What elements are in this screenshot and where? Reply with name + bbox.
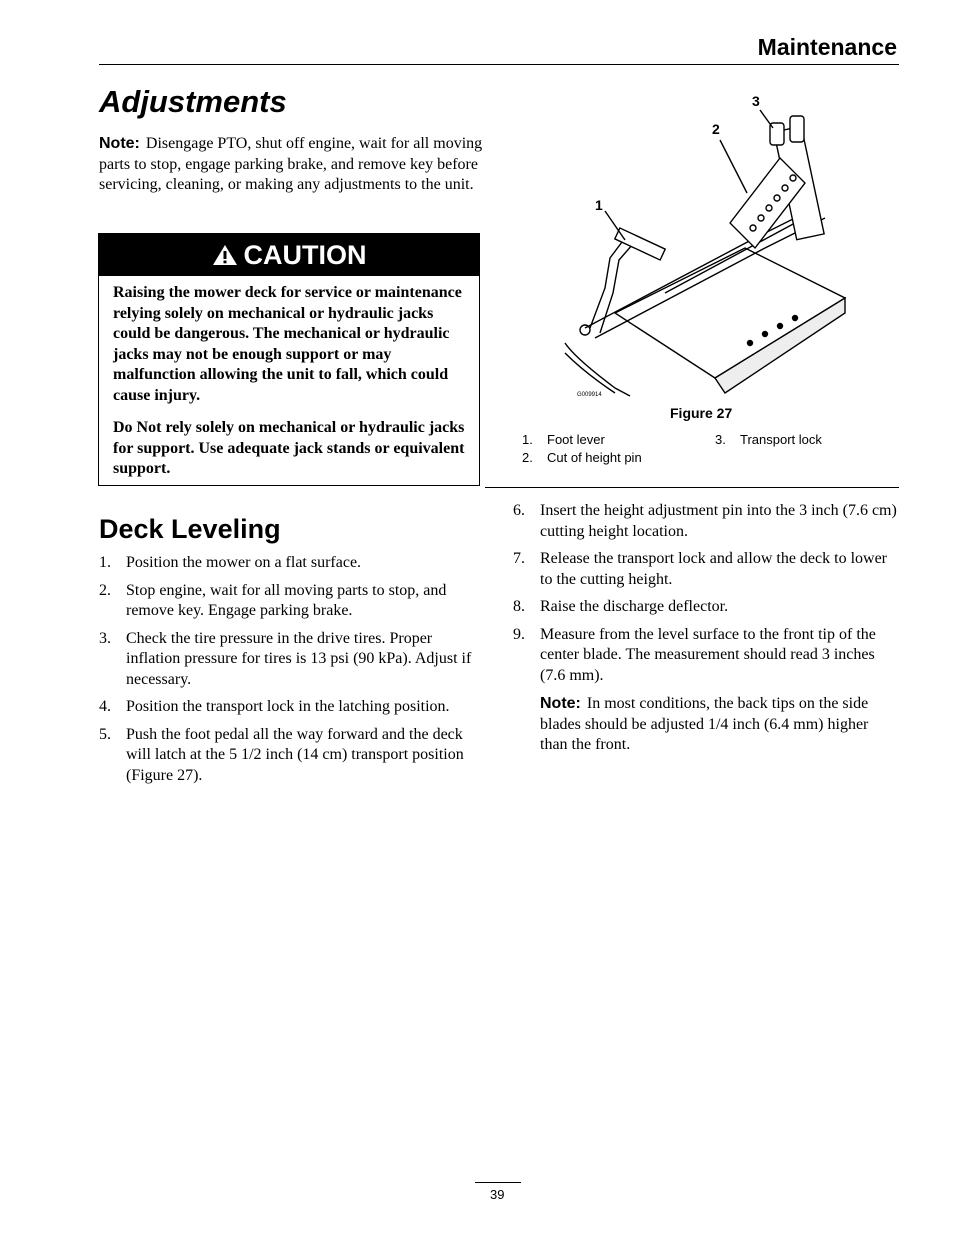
height-pin xyxy=(790,116,804,142)
header-rule xyxy=(99,64,899,65)
step-text: Insert the height adjustment pin into the 3 inch (7.6 cm) cutting height location. xyxy=(540,502,897,540)
figure-caption: Figure 27 xyxy=(670,405,733,421)
steps-list-right xyxy=(513,501,899,756)
figure-image-code: G009914 xyxy=(577,392,602,398)
step-text: Release the transport lock and allow the deck to lower to the cutting height. xyxy=(540,550,887,588)
step-number: 1. xyxy=(99,554,111,571)
step-text: Measure from the level surface to the front tip of the center blade. The measurement should read 3 inches (7.6 mm). xyxy=(540,625,876,684)
step-text: Check the tire pressure in the drive tires. Proper inflation pressure for tires is 13 psi (90 kPa). Adjust if necessary. xyxy=(126,629,472,688)
callout-2: 2 xyxy=(712,121,720,137)
note-label: Note: xyxy=(99,135,140,152)
list-item xyxy=(99,581,489,622)
deck-leveling-heading: Deck Leveling xyxy=(99,514,281,544)
caution-title: CAUTION xyxy=(243,239,367,270)
list-item xyxy=(513,549,899,590)
step-number: 6. xyxy=(513,502,525,519)
caution-header xyxy=(99,234,479,276)
caution-body xyxy=(99,276,479,480)
step-number: 9. xyxy=(513,625,525,643)
step-number: 2. xyxy=(99,581,111,599)
legend-text: Transport lock xyxy=(740,432,822,447)
step-number: 7. xyxy=(513,550,525,567)
steps-list-left xyxy=(99,553,489,793)
callout-1: 1 xyxy=(595,197,603,213)
legend-text: Foot lever xyxy=(547,432,605,447)
adjustments-heading: Adjustments xyxy=(99,84,287,119)
step-text: Position the transport lock in the latching position. xyxy=(126,698,450,715)
figure-rule xyxy=(485,487,899,488)
step-text: Raise the discharge deflector. xyxy=(540,598,729,615)
step-number: 4. xyxy=(99,698,111,715)
deck-curve-inner xyxy=(565,353,615,393)
legend-item xyxy=(522,432,605,447)
step-number: 5. xyxy=(99,725,111,743)
legend-item xyxy=(522,450,642,465)
step-number: 3. xyxy=(99,629,111,647)
step-text: Push the foot pedal all the way forward and the deck will latch at the 5 1/2 inch (14 cm) transport position (Figure 27). xyxy=(126,725,464,784)
adjustments-note xyxy=(99,134,489,196)
callout-3-leader xyxy=(760,110,773,128)
list-item xyxy=(513,501,899,542)
section-header: Maintenance xyxy=(757,34,897,60)
caution-box xyxy=(98,233,480,486)
caution-paragraph-2: Do Not rely solely on mechanical or hydraulic jacks for support. Use adequate jack stands or equivalent support. xyxy=(113,419,465,477)
deck-leveling-note xyxy=(513,694,899,756)
legend-number: 3. xyxy=(715,432,726,447)
footer-rule xyxy=(475,1182,521,1183)
figure-27-illustration xyxy=(515,88,899,408)
list-item xyxy=(513,625,899,687)
note-text: In most conditions, the back tips on the side blades should be adjusted 1/4 inch (6.4 mm) higher than the front. xyxy=(540,695,869,753)
step-text: Position the mower on a flat surface. xyxy=(126,554,362,571)
list-item xyxy=(99,629,489,691)
list-item xyxy=(99,553,489,574)
legend-text: Cut of height pin xyxy=(547,450,642,465)
legend-number: 2. xyxy=(522,450,533,465)
deck-plate xyxy=(615,248,845,378)
legend-number: 1. xyxy=(522,432,533,447)
list-item xyxy=(99,697,489,718)
list-item xyxy=(513,597,899,618)
page-number: 39 xyxy=(490,1187,505,1202)
note-label: Note: xyxy=(540,695,581,712)
note-text: Disengage PTO, shut off engine, wait for all moving parts to stop, engage parking brake, and remove key before servicing, cleaning, or making any adjustments to the unit. xyxy=(99,135,483,193)
step-text: Stop engine, wait for all moving parts to stop, and remove key. Engage parking brake. xyxy=(126,581,447,619)
step-number: 8. xyxy=(513,598,525,615)
callout-1-leader xyxy=(605,211,625,240)
warning-triangle-icon xyxy=(212,244,238,266)
callout-2-leader xyxy=(720,140,747,193)
list-item xyxy=(99,725,489,787)
caution-paragraph-1: Raising the mower deck for service or maintenance relying solely on mechanical or hydraulic jacks could be dangerous. The mechanical or hydraulic jacks may not be enough support or may malfunction allowing the unit to fall, which could cause injury. xyxy=(113,284,462,404)
legend-item xyxy=(715,432,822,447)
deck-curve xyxy=(565,343,630,396)
callout-3: 3 xyxy=(752,93,760,109)
